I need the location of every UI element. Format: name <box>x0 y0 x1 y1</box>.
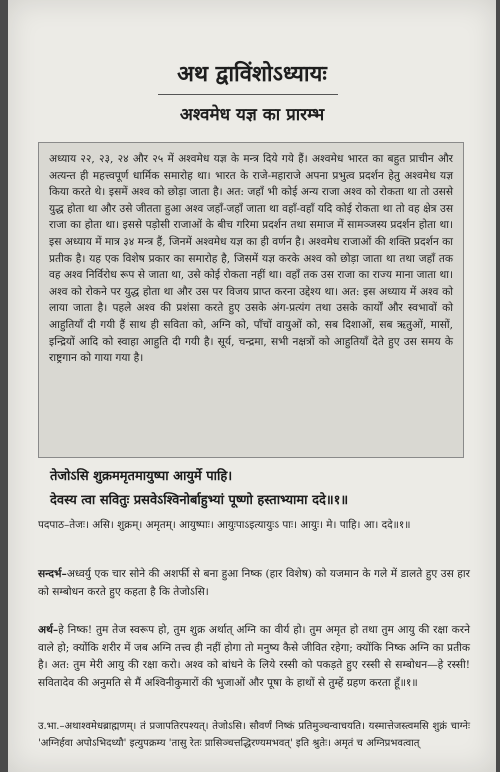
mantra-line-1: तेजोऽसि शुक्रममृतमायुष्पा आयुर्मे पाहि। <box>50 469 233 484</box>
title-underline <box>158 94 338 95</box>
mantra-line-2: देवस्य त्वा सवितुः प्रसवेऽश्विनोर्बाहुभ्यां पूष्णो हस्ताभ्यामा ददे॥१॥ <box>50 493 349 508</box>
commentary-section <box>38 718 470 752</box>
context-section <box>38 566 470 601</box>
padapatha-text: तेजः। असि। शुक्रम्। अमृतम्। आयुष्पाः। आयुःपाऽइत्यायुःऽ पाः। आयुः। मे। पाहि। आ। ददे॥१॥ <box>69 519 411 531</box>
context-label: सन्दर्भ– <box>38 568 67 580</box>
meaning-label: अर्थ– <box>38 624 59 636</box>
commentary-label: उ.भा.– <box>38 721 65 732</box>
intro-box <box>38 142 464 458</box>
meaning-text: हे निष्क! तुम तेज स्वरूप हो, तुम शुक्र अर्थात् अग्नि का वीर्य हो। तुम अमृत हो तथा तुम आयु की रक्षा करने वाले हो; क्योंकि शरीर में जब अग्नि तत्त्व ही नहीं होगा तो मनुष्य कैसे जीवित रहेगा; क्योंकि निष्क अग्नि का प्रतीक है। अत: तुम मेरी आयु की रक्षा करो। अश्व को बांधने के लिये रस्सी को पकड़ते हुए रस्सी से सम्बोधन—हे रस्सी! सवितादेव की अनुमति से मैं अश्विनीकुमारों की भुजाओं और पूषा के हाथों से तुम्हें ग्रहण करता हूँ॥१॥ <box>38 624 470 689</box>
chapter-title: अथ द्वाविंशोऽध्यायः <box>177 61 327 87</box>
intro-text: अध्याय २२, २३, २४ और २५ में अश्वमेध यज्ञ के मन्त्र दिये गये हैं। अश्वमेध भारत का बहुत प्राचीन और अत्यन्त ही महत्त्वपूर्ण धार्मिक समारोह था। भारत के राजे-महाराजे अपना प्रभुत्व प्रदर्शन हेतु अश्वमेध यज्ञ किया करते थे। इसमें अश्व को छोड़ा जाता है। अत: जहाँ भी कोई अन्य राजा अश्व को रोकता था तो उससे युद्ध होता था और उसे जीतता हुआ अश्व जहाँ-जहाँ जाता था वहाँ-वहाँ यदि कोई रोकता था तो वह क्षेत्र उस राजा का होता था। इससे पड़ोसी राजाओं के बीच गरिमा प्रदर्शन तथा समाज में सामञ्जस्य प्रदर्शन होता था। इस अध्याय में मात्र ३४ मन्त्र हैं, जिनमें अश्वमेध यज्ञ का ही वर्णन है। अश्वमेध राजाओं की शक्ति प्रदर्शन का प्रतीक है। यह एक विशेष प्रकार का समारोह है, जिसमें यज्ञ करके अश्व को छोड़ा जाता था तथा जहाँ तक वह अश्व निर्विरोध रूप से जाता था, उसे कोई रोकता नहीं था। वहाँ तक उस राजा का राज्य माना जाता था। अश्व को रोकने पर युद्ध होता था और उस पर विजय प्राप्त करना उद्देश्य था। अत: इस अध्याय में अश्व को लाया जाता है। पहले अश्व की प्रशंसा करते हुए उसके अंग-प्रत्यंग तथा उसके कार्यों और स्वभावों को आहुतियाँ दी गयी हैं साथ ही सविता को, अग्नि को, पाँचों वायुओं को, सब दिशाओं, सब ऋतुओं, मासों, इन्द्रियों आदि को स्वाहा आहुति दी गयी है। सूर्य, चन्द्रमा, सभी नक्षत्रों को आहुतियाँ देते हुए उस समय के राष्ट्रगान को गाया गया है। <box>49 153 453 365</box>
context-text: अध्वर्यु एक चार सोने की अशर्फी से बना हुआ निष्क (हार विशेष) को यजमान के गले में डालते हुए उस हार को सम्बोधन करते हुए कहता है कि तेजोऽसि। <box>38 568 470 598</box>
padapatha-label: पदपाठ– <box>38 519 70 531</box>
book-page <box>8 0 496 772</box>
commentary-text: अथाश्वमेधब्राह्मणम्। तं प्रजापतिरपश्यत्। तेजोऽसि। सौवर्णं निष्कं प्रतिमुञ्चन्वाचयति। यस्मात्तेजस्त्वमसि शुक्रं चाग्नेः 'अग्निर्हवा अपोऽभिदध्यौ' इत्युपक्रम्य 'तासु रेतः प्रासिञ्चत्तद्धिरण्यमभवत्' इति श्रुतेः। अमृतं च अग्निप्रभवत्वात् <box>38 721 470 749</box>
meaning-section <box>38 622 470 692</box>
chapter-subtitle: अश्वमेध यज्ञ का प्रारम्भ <box>179 105 325 125</box>
padapatha <box>38 516 468 535</box>
